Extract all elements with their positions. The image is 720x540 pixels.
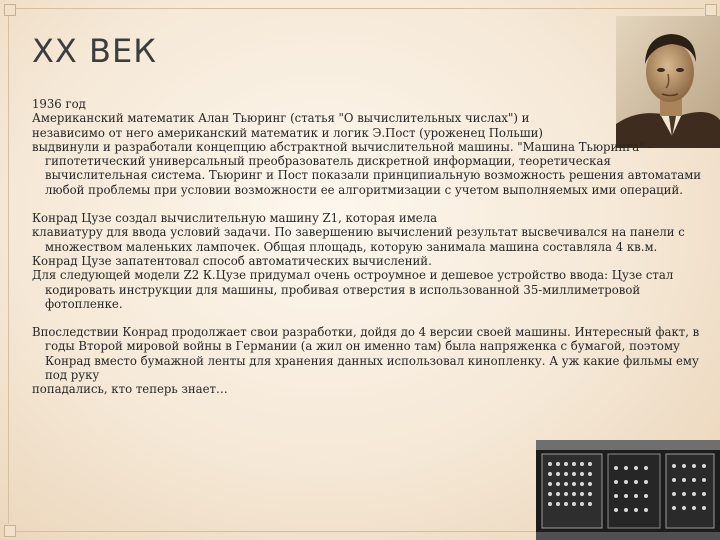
paragraph-zuse-6: попадались, кто теперь знает…	[32, 382, 228, 397]
machine-photo-image	[536, 440, 720, 540]
body-text	[32, 97, 704, 397]
paragraph-turing-3: выдвинули и разработали концепцию абстрактной вычислительной машины. "Машина Тьюринга" - гипотетический универсальный преобразователь дискретной информации, теоретическая вычислительная система. Тьюринг и Пост показали принципиальную возможность решения автоматами любой проблемы при условии возможности ее алгоритмизации с учетом выполняемых ими операций.	[32, 139, 702, 197]
frame-corner-top-left	[4, 4, 16, 16]
paragraph-zuse-3: Конрад Цузе запатентовал способ автоматических вычислений.	[32, 253, 432, 268]
paragraph-year: 1936 год	[32, 97, 86, 111]
paragraph-turing-1: Американский математик Алан Тьюринг (статья "О вычислительных числах") и	[32, 111, 530, 126]
machine-photo	[536, 440, 720, 540]
frame-corner-bottom-left	[4, 525, 16, 537]
frame-bottom-line	[16, 531, 536, 532]
paragraph-zuse-5: Впоследствии Конрад продолжает свои разработки, дойдя до 4 версии своей машины. Интересный факт, в годы Второй мировой войны в Германии (а жил он именно там) была напряженка с бумагой, поэтому Конрад вместо бумажной ленты для хранения данных использовал кинопленку. А уж какие фильмы ему под руку	[32, 325, 700, 383]
paragraph-zuse-2: клавиатуру для ввода условий задачи. По завершению вычислений результат высвечивался на панели с множеством маленьких лампочек. Общая площадь, которую занимала машина составляла 4 кв.м.	[32, 225, 685, 254]
paragraph-turing-2: независимо от него американский математик и логик Э.Пост (уроженец Польши)	[32, 125, 543, 140]
paragraph-zuse-1: Конрад Цузе создал вычислительную машину Z1, которая имела	[32, 211, 438, 226]
frame-corner-top-right	[705, 4, 717, 16]
frame-top-line	[16, 8, 704, 9]
slide-title: XX ВЕК	[32, 32, 157, 70]
frame-left-line	[8, 16, 9, 524]
paragraph-zuse-4: Для следующей модели Z2 К.Цузе придумал очень остроумное и дешевое устройство ввода: Цузе стал кодировать инструкции для машины, пробивая отверстия в использованной 35-миллиметровой фотопленке.	[32, 268, 674, 311]
